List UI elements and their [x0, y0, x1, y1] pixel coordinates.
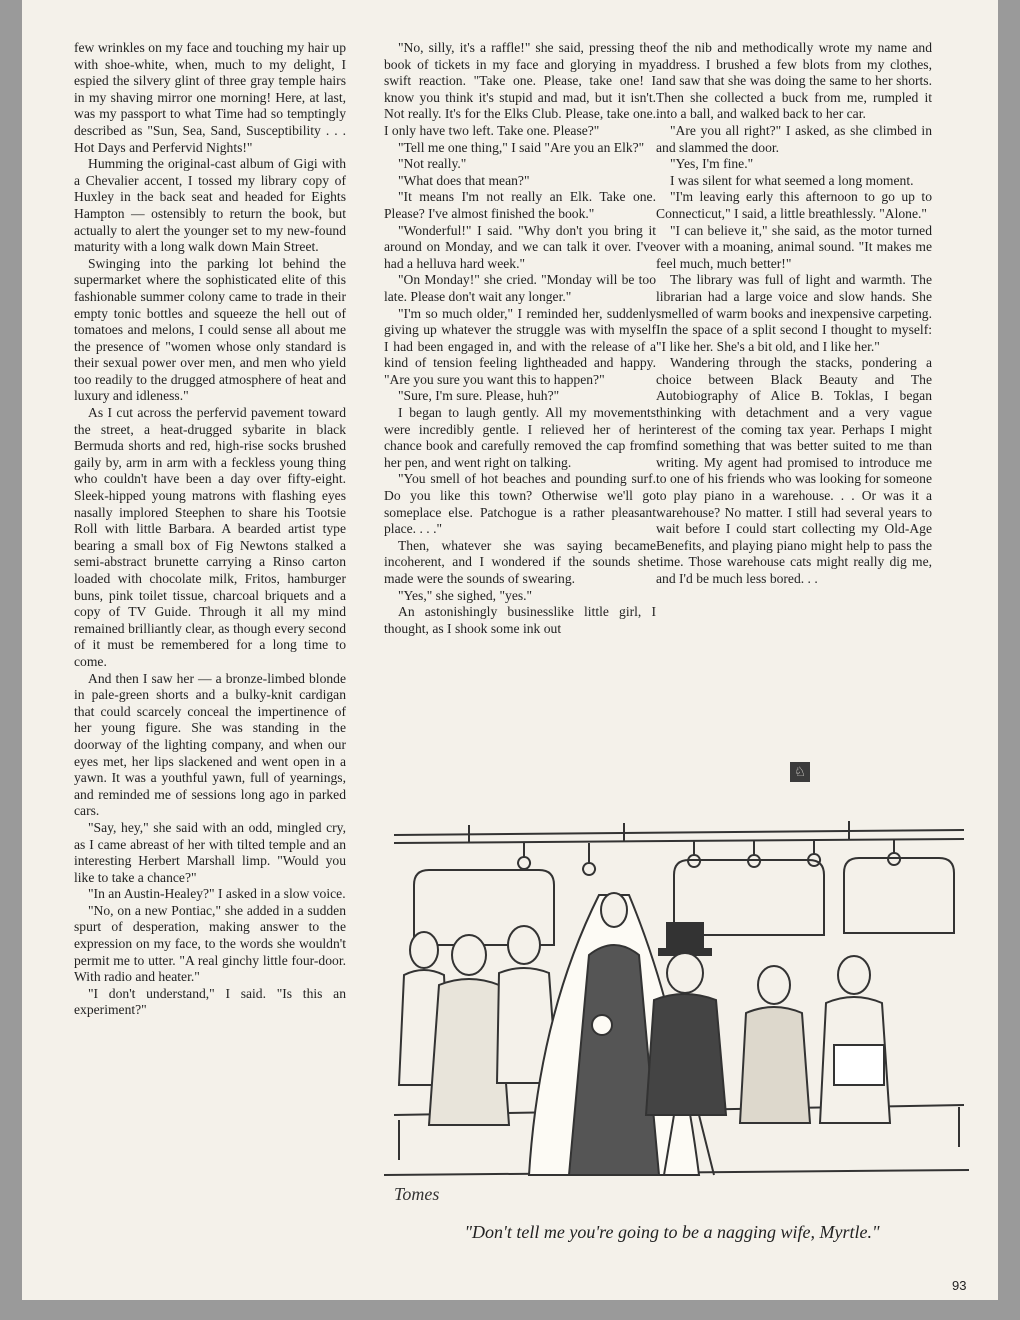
paragraph: "Yes, I'm fine.": [670, 156, 754, 172]
paragraph: "Yes," she sighed, "yes.": [398, 587, 533, 603]
paragraph: "I'm so much older," I reminded her, suddenly giving up whatever the struggle was with myself I had been engaged in, and with the release of a kind of tension feeling lightheaded and happy. "Are you sure you want this to happen?": [384, 305, 656, 387]
paragraph: "Tell me one thing," I said "Are you an Elk?": [398, 139, 645, 155]
paragraph: "What does that mean?": [398, 172, 530, 188]
rabbit-head-icon: ♘: [790, 762, 810, 782]
paragraph: "On Monday!" she cried. "Monday will be too late. Please don't wait any longer.": [384, 272, 656, 304]
paragraph: The library was full of light and warmth. The librarian had a large voice and slow hands. She smelled of warm books and inexpensive carpeting. In the space of a split second I thought to myself: "I like her. She's a bit old, and I like her.": [656, 272, 932, 354]
paragraph: "No, silly, it's a raffle!" she said, pressing the book of tickets in my face and glorying in my swift reaction. "Take one. Please, take one! I know you think it's stupid and mad, but it isn't. Not really. It's for the Elks Club. Please, take one. I only have two left. Take one. Please?": [384, 40, 656, 138]
paragraph: of the nib and methodically wrote my name and address. I brushed a few blots from my clothes, and saw that she was doing the same to her shorts. Then she collected a buck from me, rumpled it into a ball, and walked back to her car.: [656, 40, 932, 122]
paragraph: I was silent for what seemed a long moment.: [670, 172, 914, 188]
article-column-3: [656, 40, 932, 588]
paragraph: Humming the original-cast album of Gigi with a Chevalier accent, I tossed my library copy of Huxley in the back seat and headed for Eights Hampton — ostensibly to return the book, but actually to alert the younger set to my new-found maturity with a long walk down Main Street.: [74, 156, 346, 255]
paragraph: "I can believe it," she said, as the motor turned over with a moaning, animal sound. "It makes me feel much, much better!": [656, 222, 932, 271]
paragraph: "Not really.": [398, 156, 467, 172]
page-number: 93: [952, 1278, 967, 1293]
article-column-2: [384, 40, 656, 637]
paragraph: And then I saw her — a bronze-limbed blonde in pale-green shorts and a bulky-knit cardigan that could scarcely conceal the impertinence of her young figure. She was standing in the doorway of the lighting company, and when our eyes met, her lips slackened and went open in a yawn. It was a youthful yawn, full of yearnings, and reminded me of sessions long ago in parked cars.: [74, 670, 346, 819]
paragraph: "Say, hey," she said with an odd, mingled cry, as I came abreast of her with tilted temple and an interesting Herbert Marshall limp. "Would you like to take a chance?": [74, 819, 346, 885]
paragraph: "Sure, I'm sure. Please, huh?": [398, 388, 560, 404]
magazine-page: [22, 0, 998, 1300]
paragraph: "You smell of hot beaches and pounding surf. Do you like this town? Otherwise we'll go someplace else. Patchogue is a rather pleasant place. . . .": [384, 471, 656, 537]
paragraph: I began to laugh gently. All my movements were incredibly gentle. I relieved her of her chance book and carefully removed the cap from her pen, and went right on talking.: [384, 405, 656, 470]
paragraph: "It means I'm not really an Elk. Take one. Please? I've almost finished the book.": [384, 189, 656, 221]
paragraph: "I'm leaving early this afternoon to go up to Connecticut," I said, a little breathlessly. "Alone.": [656, 189, 932, 221]
paragraph: "I don't understand," I said. "Is this an experiment?": [74, 985, 346, 1018]
paragraph: few wrinkles on my face and touching my hair up with shoe-white, when, much to my delight, I espied the silvery glint of three gray temple hairs in my shaving mirror one morning! Here, at last, was my passport to what Time had so temptingly described as "Sun, Sea, Sand, Susceptibility . . . Hot Days and Perfervid Nights!": [74, 40, 346, 155]
cartoon-illustration: [374, 815, 974, 1215]
article-column-1: [74, 40, 346, 1019]
paragraph: "No, on a new Pontiac," she added in a sudden spurt of desperation, making answer to the expression on my face, to the words she wouldn't permit me to utter. "A real ginchy little four-door. With radio and heater.": [74, 902, 346, 985]
paragraph: Wandering through the stacks, pondering a choice between Black Beauty and The Autobiography of Alice B. Toklas, I began thinking with detachment and a very vague interest of the coming tax year. Perhaps I might find something that was better suited to me than writing. My agent had promised to introduce me to one of his friends who was looking for someone to play piano in a warehouse. . . Or was it a warehouse? No matter. I still had several years to wait before I could start collecting my Old-Age Benefits, and playing piano might help to pass the time. Those warehouse cats might really dig me, and I'd be much less bored. . .: [656, 355, 932, 586]
paragraph: An astonishingly businesslike little girl, I thought, as I shook some ink out: [384, 604, 656, 636]
cartoonist-signature: Tomes: [394, 1184, 440, 1204]
paragraph: Then, whatever she was saying became incoherent, and I wondered if the sounds she made were the sounds of swearing.: [384, 537, 656, 586]
cartoon-caption: "Don't tell me you're going to be a nagging wife, Myrtle.": [464, 1222, 880, 1242]
paragraph: As I cut across the perfervid pavement toward the street, a heat-drugged sybarite in black Bermuda shorts and red, high-rise socks brushed gaily by, arm in arm with a feckless young thing who couldn't have been a day over fifty-eight. Sleek-hipped young matrons with flashing eyes nasally implored Steephen to share his Tootsie Roll with little Barbara. A bearded artist type bearing a small box of Fig Newtons stalked a semi-abstract brunette carrying a Rinso carton loaded with chocolate milk, Fritos, hamburger buns, pink toilet tissue, charcoal briquets and a copy of TV Guide. Through it all my mind remained brilliantly clear, as though every second of it must be remembered for a long time to come.: [74, 405, 346, 669]
paragraph: "In an Austin-Healey?" I asked in a slow voice.: [88, 886, 346, 902]
paragraph: "Are you all right?" I asked, as she climbed in and slammed the door.: [656, 122, 932, 155]
paragraph: "Wonderful!" I said. "Why don't you bring it around on Monday, and we can talk it over. I've had a helluva hard week.": [384, 222, 656, 271]
paragraph: Swinging into the parking lot behind the supermarket where the sophisticated elite of this fashionable summer colony came to trade in their empty tonic bottles and squeeze the hell out of tomatoes and melons, I could sense all about me the presence of "women whose only standard is their sexual power over men, and men who yield too readily to the drugged atmosphere of heat and luxury and idleness.": [74, 255, 346, 404]
